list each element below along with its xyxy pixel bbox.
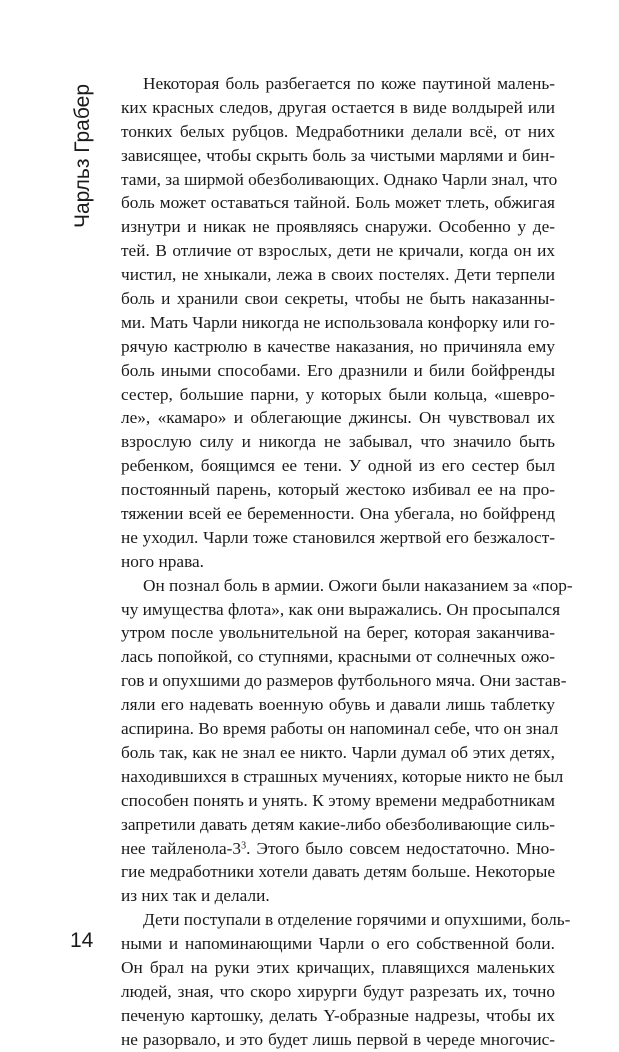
text-line: лась попойкой, со ступнями, красными от солнечных ожо-	[121, 647, 555, 667]
text-line: зависящее, чтобы скрыть боль за чистыми марлями и бин-	[121, 145, 555, 165]
text-line: взрослую силу и никогда не забывал, что значило быть	[121, 432, 555, 452]
text-line: запретили давать детям какие-либо обезболивающие силь-	[121, 814, 555, 834]
text-fragment: медработники хотели давать детям больше. Некоторые	[149, 862, 555, 882]
text-line: аспирина. Во время работы он напоминал себе, что он знал	[121, 719, 559, 739]
text-line: изнутри и никак не проявляясь снаружи. Особенно у де-	[121, 217, 555, 237]
paragraph-3	[121, 908, 571, 1051]
text-line: тяжении всей ее беременности. Она убегала, но бойфренд	[121, 504, 555, 524]
text-line: боль может оставаться тайной. Боль может тлеть, обжигая	[121, 193, 555, 213]
text-line: находившихся в страшных мучениях, которые никто не был	[121, 766, 564, 786]
text-line: людей, зная, что скоро хирурги будут разрезать их, точно	[121, 981, 555, 1001]
text-line: боль так, как не знал ее никто. Чарли думал об этих детях,	[121, 742, 555, 762]
text-line: постоянный парень, который жестоко избивал ее на про-	[121, 480, 555, 500]
text-line: сестер, большие парни, у которых были кольца, «шевро-	[121, 384, 555, 404]
paragraph-2	[121, 574, 573, 908]
text-line: ребенком, боящимся ее тени. У одной из его сестер был	[121, 456, 555, 476]
body-text	[121, 72, 573, 1052]
text-line: чу имущества флота», как они выражались. Он просыпался	[121, 599, 561, 619]
text-line: Он брал на руки этих кричащих, плавящихся маленьких	[121, 957, 555, 977]
text-line: чистил, не хныкали, лежа в своих постелях. Дети терпели	[121, 265, 555, 285]
paragraph-1	[121, 72, 558, 574]
text-line: из них так и делали.	[121, 886, 270, 906]
text-line: Он познал боль в армии. Ожоги были наказанием за «пор-	[143, 575, 573, 595]
text-line: не разорвало, и это будет лишь первой в череде многочис-	[121, 1029, 555, 1049]
text-line	[121, 860, 555, 884]
text-fragment: . Этого было совсем недостаточно. Мно-	[246, 838, 555, 858]
text-line: ляли его надевать военную обувь и давали лишь таблетку	[121, 695, 555, 715]
footnote-marker: 3	[241, 840, 247, 851]
text-line: ными и напоминающими Чарли о его собственной боли.	[121, 934, 555, 954]
text-line: тонких белых рубцов. Медработники делали всё, от них	[121, 121, 555, 141]
text-line: рячую кастрюлю в качестве наказания, но причиняла ему	[121, 336, 555, 356]
text-line: боль и хранили свои секреты, чтобы не быть наказанны-	[121, 289, 555, 309]
text-line: Некоторая боль разбегается по коже паутиной малень-	[143, 74, 555, 93]
text-line: утром после увольнительной на берег, которая заканчива-	[121, 623, 555, 643]
text-line: способен понять и унять. К этому времени медработникам	[121, 790, 555, 810]
text-fragment: нее тайленола-3	[121, 838, 242, 858]
text-line: ле», «камаро» и облегающие джинсы. Он чувствовал их	[121, 408, 555, 428]
text-fragment: гие	[121, 862, 150, 882]
text-line: ного нрава.	[121, 551, 204, 571]
running-head: Чарльз Грабер	[71, 84, 94, 228]
text-line: Дети поступали в отделение горячими и опухшими, боль-	[143, 910, 571, 930]
text-line: не уходил. Чарли тоже становился жертвой его безжалост-	[121, 527, 555, 547]
text-line: гов и опухшими до размеров футбольного мяча. Они застав-	[121, 671, 567, 691]
text-line: ми. Мать Чарли никогда не использовала конфорку или го-	[121, 312, 555, 332]
text-line: ких красных следов, другая остается в виде волдырей или	[121, 97, 555, 117]
text-line: тами, за ширмой обезболивающих. Однако Чарли знал, что	[121, 169, 558, 189]
text-line: тей. В отличие от взрослых, дети не кричали, когда он их	[121, 241, 555, 261]
text-line: боль иными способами. Его дразнили и били бойфренды	[121, 360, 555, 380]
text-line: печеную картошку, делать Y-образные надрезы, чтобы их	[121, 1005, 555, 1025]
page-number: 14	[70, 929, 94, 952]
text-line	[121, 837, 555, 861]
